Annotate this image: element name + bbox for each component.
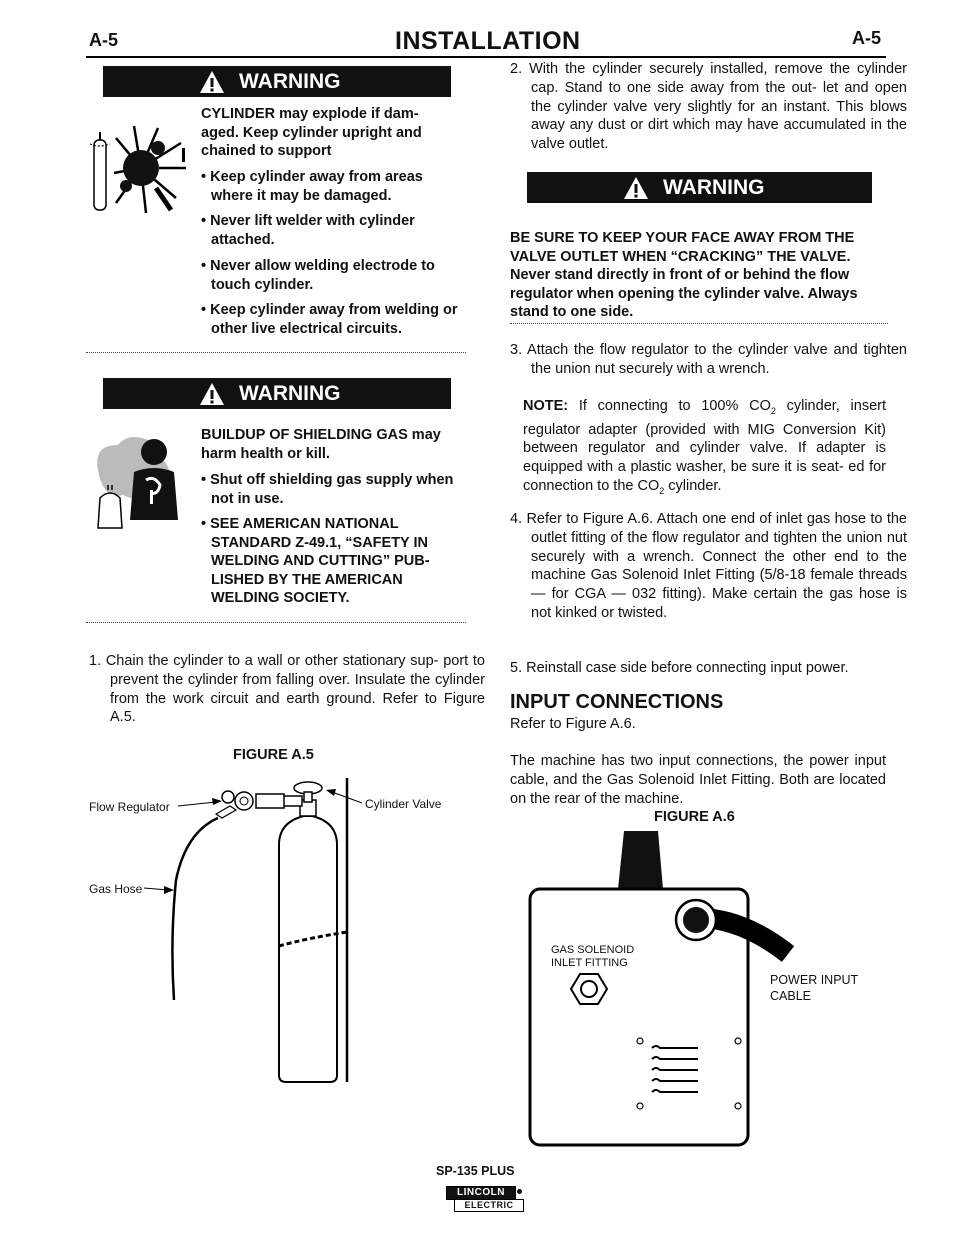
step-2: 2. With the cylinder securely installed, remove the cylinder cap. Stand to one side away from the out- let and open the cylinder valve very slightly for an instant. This blows away any dust or dirt which may have accumulated in the valve outlet. (510, 61, 907, 153)
warning-cylinder-lead: CYLINDER may explode if dam- aged. Keep cylinder upright and chained to support (201, 106, 422, 160)
gas-hose-label: Gas Hose (89, 882, 143, 896)
model-name: SP-135 PLUS (436, 1164, 515, 1178)
warning-label: WARNING (239, 381, 341, 405)
logo-top: LINCOLN (446, 1186, 516, 1200)
warning-gas-lead: BUILDUP OF SHIELDING GAS may harm health or kill. (201, 427, 441, 462)
gas-solenoid-label-line: INLET FITTING (551, 957, 628, 969)
warning-cylinder-bullet: • Never allow welding electrode to touch cylinder. (201, 258, 435, 293)
warning-triangle-icon (199, 382, 225, 406)
input-paragraph: The machine has two input connections, the power input cable, and the Gas Solenoid Inlet Fitting. Both are located on the rear of the machine. (510, 753, 886, 807)
cylinder-valve-label: Cylinder Valve (365, 797, 442, 811)
step-1: 1. Chain the cylinder to a wall or other stationary sup- port to prevent the cylinder from falling over. Insulate the cylinder from the work circuit and earth ground. Refer to Figure A.5. (89, 653, 485, 726)
warning-gas-bullet: • Shut off shielding gas supply when not in use. (201, 472, 454, 507)
input-ref: Refer to Figure A.6. (510, 716, 636, 732)
warning-banner-cylinder (103, 66, 451, 97)
warning-triangle-icon (199, 70, 225, 94)
dotted-divider (86, 352, 466, 353)
figure-a6-caption: FIGURE A.6 (654, 809, 735, 825)
page-number-right: A-5 (852, 28, 882, 48)
warning-gas-bullet: • SEE AMERICAN NATIONAL STANDARD Z-49.1, “SAFETY IN WELDING AND CUTTING” PUB- LISHED BY THE AMERICAN WELDING SOCIETY. (201, 516, 430, 607)
cylinder-explosion-icon (86, 118, 196, 218)
power-input-label-line: POWER INPUT (770, 973, 859, 987)
warning-label: WARNING (239, 69, 341, 93)
figure-a5-cylinder-diagram (86, 770, 466, 1090)
gas-solenoid-label-line: GAS SOLENOID (551, 944, 635, 956)
power-input-label-line: CABLE (770, 989, 811, 1003)
subscript: 2 (659, 485, 665, 496)
note-text: cylinder. (664, 478, 722, 495)
page-number-left: A-5 (89, 30, 119, 50)
warning-valve-text: BE SURE TO KEEP YOUR FACE AWAY FROM THE VALVE OUTLET WHEN “CRACKING” THE VALVE. Never stand directly in front of or behind the flow regulator when opening the cylinder valve. Always stand to one side. (510, 230, 858, 321)
dotted-divider (86, 622, 466, 623)
logo-bottom: ELECTRIC (454, 1199, 524, 1212)
figure-a6-machine-rear (520, 826, 800, 1151)
gas-solenoid-label (551, 944, 634, 970)
warning-triangle-icon (623, 176, 649, 200)
dotted-divider (510, 323, 888, 324)
input-connections-heading: INPUT CONNECTIONS (510, 691, 724, 713)
lincoln-electric-logo (446, 1186, 526, 1212)
warning-banner-valve (527, 172, 872, 203)
note-text: cylinder, insert regulator adapter (provided with MIG Conversion Kit) between regulator and cylinder valve. If adapter is equipped with a plastic washer, be sure it is seat- ed for connection to the CO (523, 398, 886, 495)
note-text: If connecting to 100% CO (568, 398, 771, 414)
figure-a5-caption: FIGURE A.5 (233, 747, 314, 763)
step-3: 3. Attach the flow regulator to the cylinder valve and tighten the union nut securely with a wrench. (510, 342, 907, 377)
subscript: 2 (770, 405, 776, 416)
note-paragraph (523, 397, 886, 501)
warning-cylinder-bullet: • Keep cylinder away from welding or other live electrical circuits. (201, 302, 458, 337)
page-title: INSTALLATION (395, 27, 581, 55)
warning-cylinder-bullet: • Never lift welder with cylinder attached. (201, 213, 415, 248)
power-input-label (770, 972, 858, 1004)
warning-label: WARNING (663, 175, 765, 199)
header-rule (86, 56, 886, 58)
note-label: NOTE: (523, 398, 569, 414)
warning-cylinder-bullet: • Keep cylinder away from areas where it may be damaged. (201, 169, 423, 204)
logo-dot (517, 1189, 522, 1194)
warning-banner-gas (103, 378, 451, 409)
step-4: 4. Refer to Figure A.6. Attach one end of inlet gas hose to the outlet fitting of the flow regulator and tighten the union nut securely with a wrench. Connect the other end to the machine Gas Solenoid Inlet Fitting (5/8-18 female threads — for CGA — 032 fitting). Make certain the gas hose is not kinked or twisted. (510, 511, 907, 621)
gas-buildup-icon (88, 430, 200, 535)
flow-regulator-label: Flow Regulator (89, 800, 170, 814)
step-5: 5. Reinstall case side before connecting input power. (510, 660, 849, 676)
